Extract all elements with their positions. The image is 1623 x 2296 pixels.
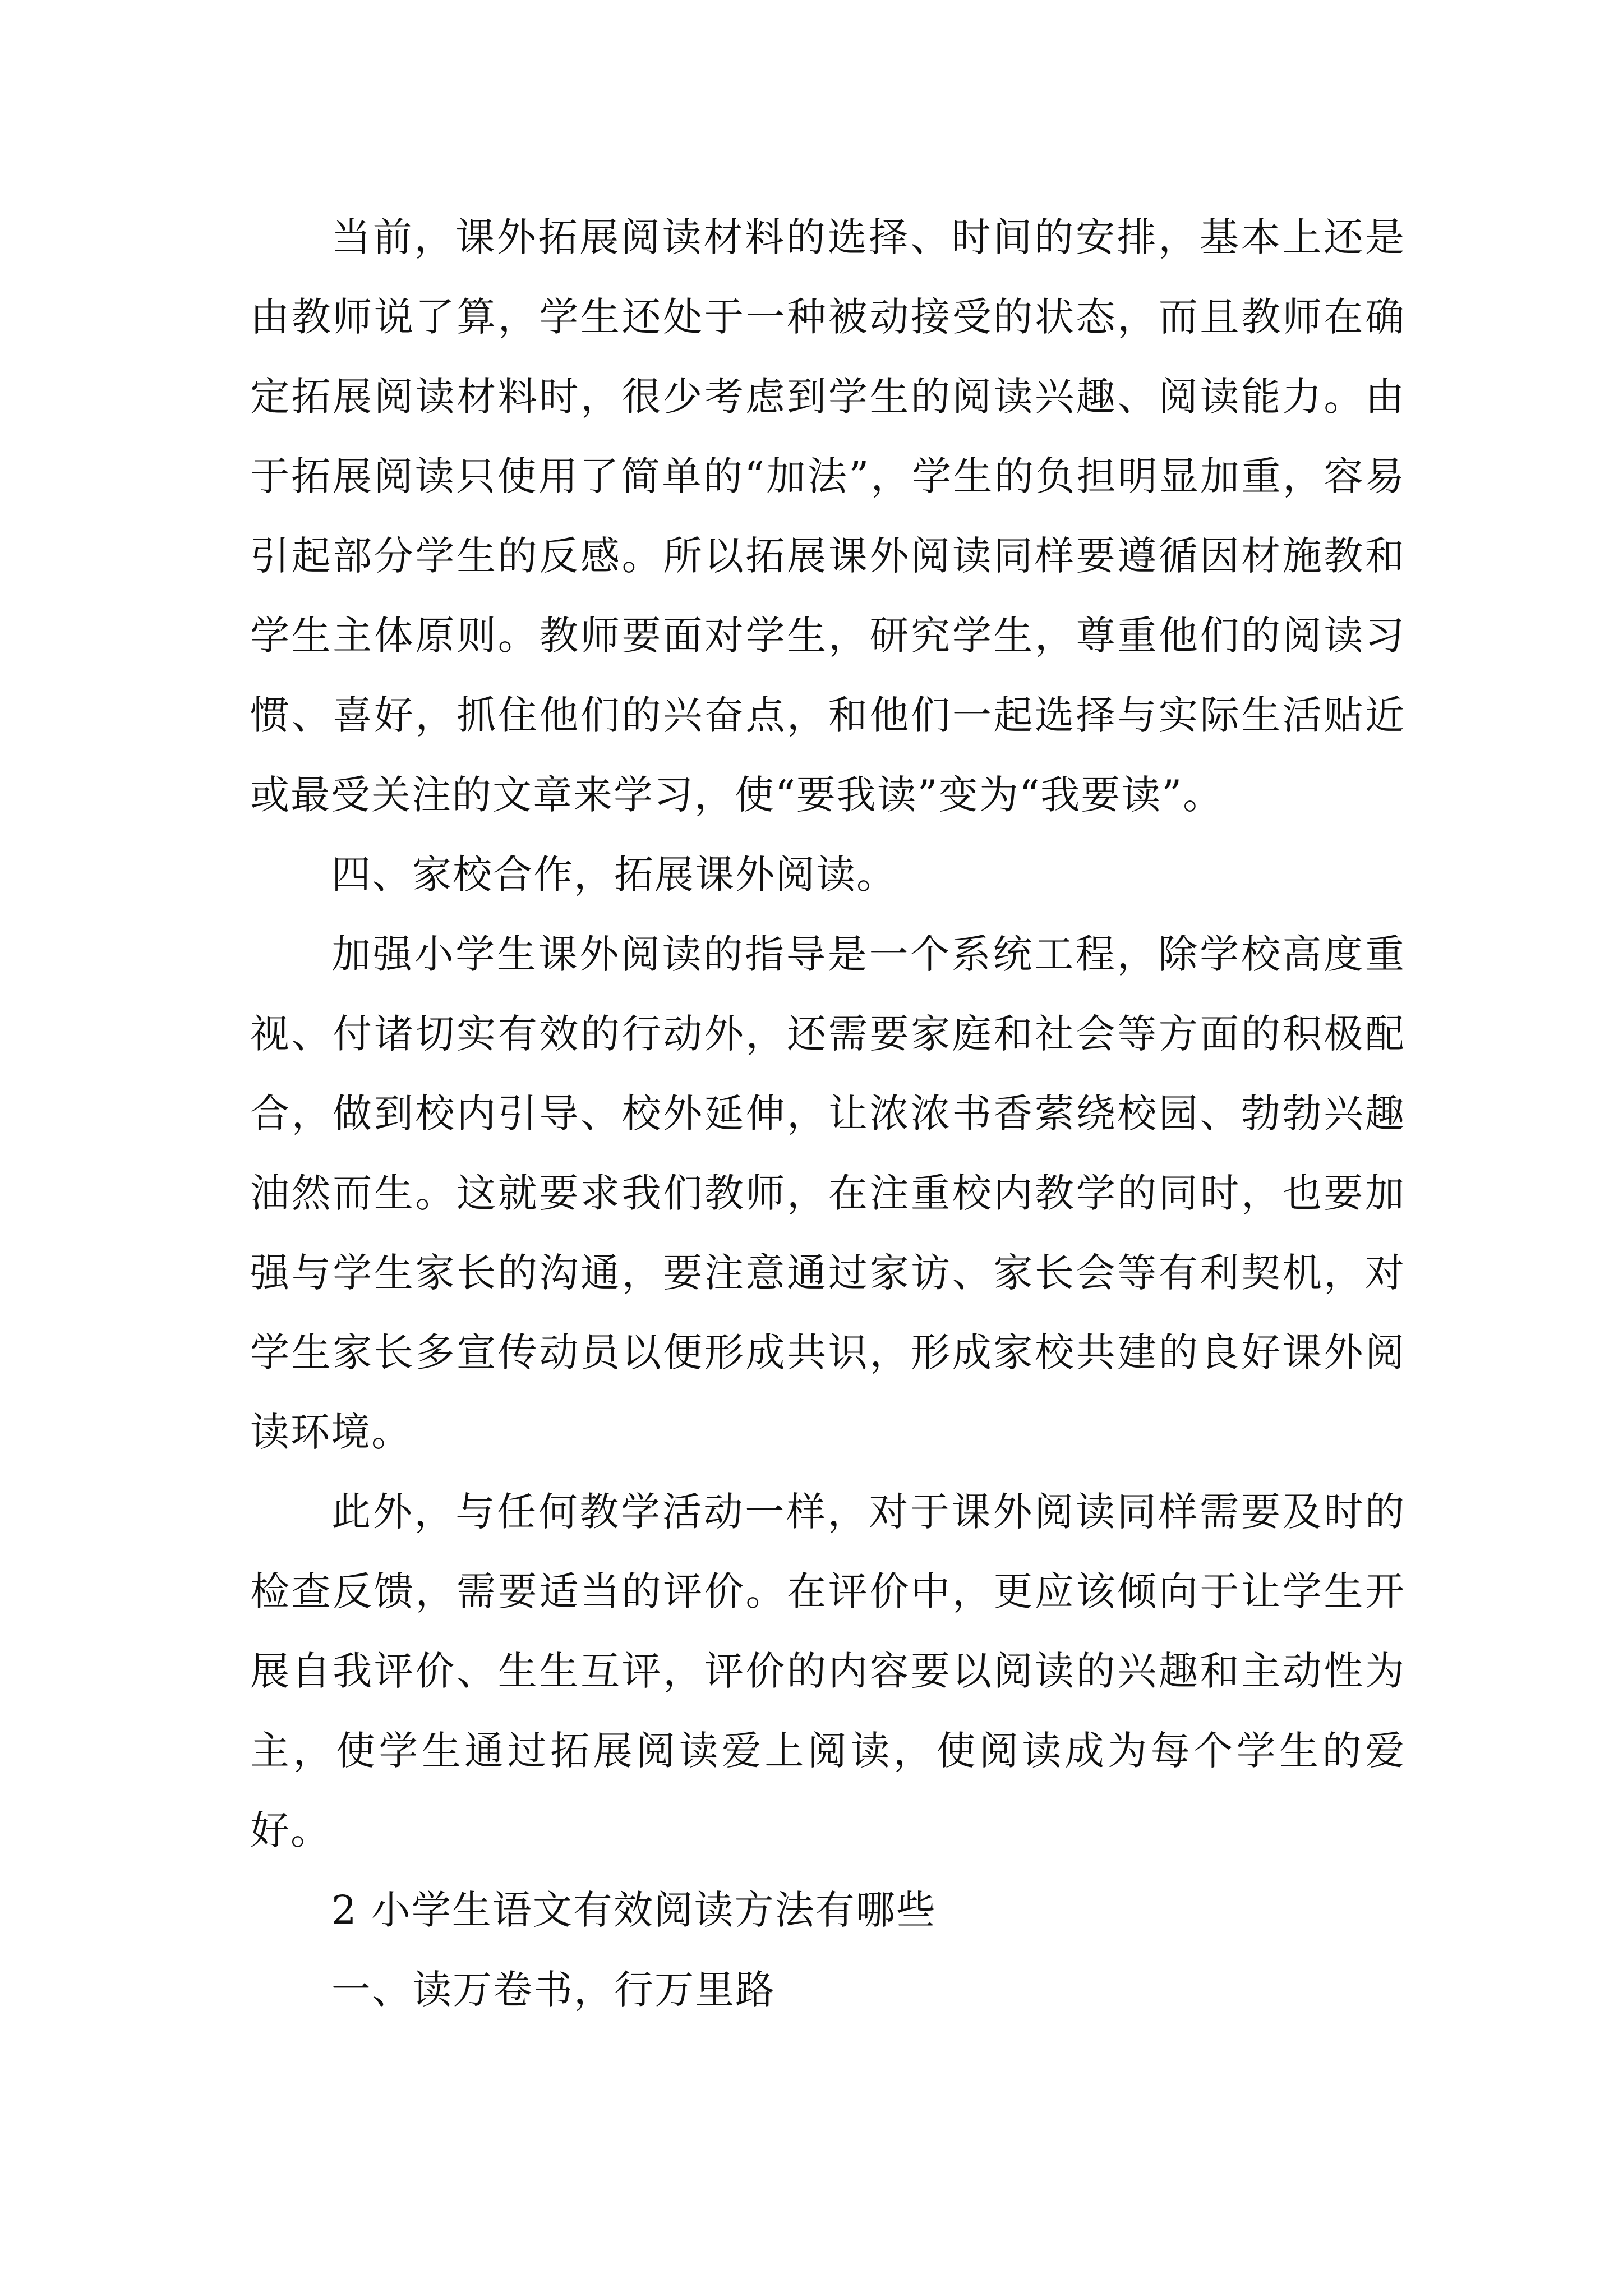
heading-effective-reading-methods: 2 小学生语文有效阅读方法有哪些 bbox=[331, 1887, 937, 1933]
paragraph-home-school-guidance: 加强小学生课外阅读的指导是一个系统工程，除学校高度重视、付诸切实有效的行动外，还需要家庭和社会等方面的积极配合，做到校内引导、校外延伸，让浓浓书香萦绕校园、勃勃兴趣油然而生。这就要求我们教师，在注重校内教学的同时，也要加强与学生家长的沟通，要注意通过家访、家长会等有利契机，对学生家长多宣传动员以便形成共识，形成家校共建的良好课外阅读环境。 bbox=[250, 931, 1405, 1455]
section-heading-home-school-cooperation: 四、家校合作，拓展课外阅读。 bbox=[331, 852, 897, 898]
paragraph-extended-reading-selection: 当前，课外拓展阅读材料的选择、时间的安排，基本上还是由教师说了算，学生还处于一种被动接受的状态，而且教师在确定拓展阅读材料时，很少考虑到学生的阅读兴趣、阅读能力。由于拓展阅读只使用了简单的“加法”，学生的负担明显加重，容易引起部分学生的反感。所以拓展课外阅读同样要遵循因材施教和学生主体原则。教师要面对学生，研究学生，尊重他们的阅读习惯、喜好，抓住他们的兴奋点，和他们一起选择与实际生活贴近或最受关注的文章来学习，使“要我读”变为“我要读”。 bbox=[250, 214, 1405, 818]
paragraph-evaluation-feedback: 此外，与任何教学活动一样，对于课外阅读同样需要及时的检查反馈，需要适当的评价。在评价中，更应该倾向于让学生开展自我评价、生生互评，评价的内容要以阅读的兴趣和主动性为主，使学生通过拓展阅读爱上阅读，使阅读成为每个学生的爱好。 bbox=[250, 1489, 1405, 1853]
subheading-read-books-travel: 一、读万卷书，行万里路 bbox=[331, 1967, 776, 2013]
body-text bbox=[250, 197, 1405, 2030]
